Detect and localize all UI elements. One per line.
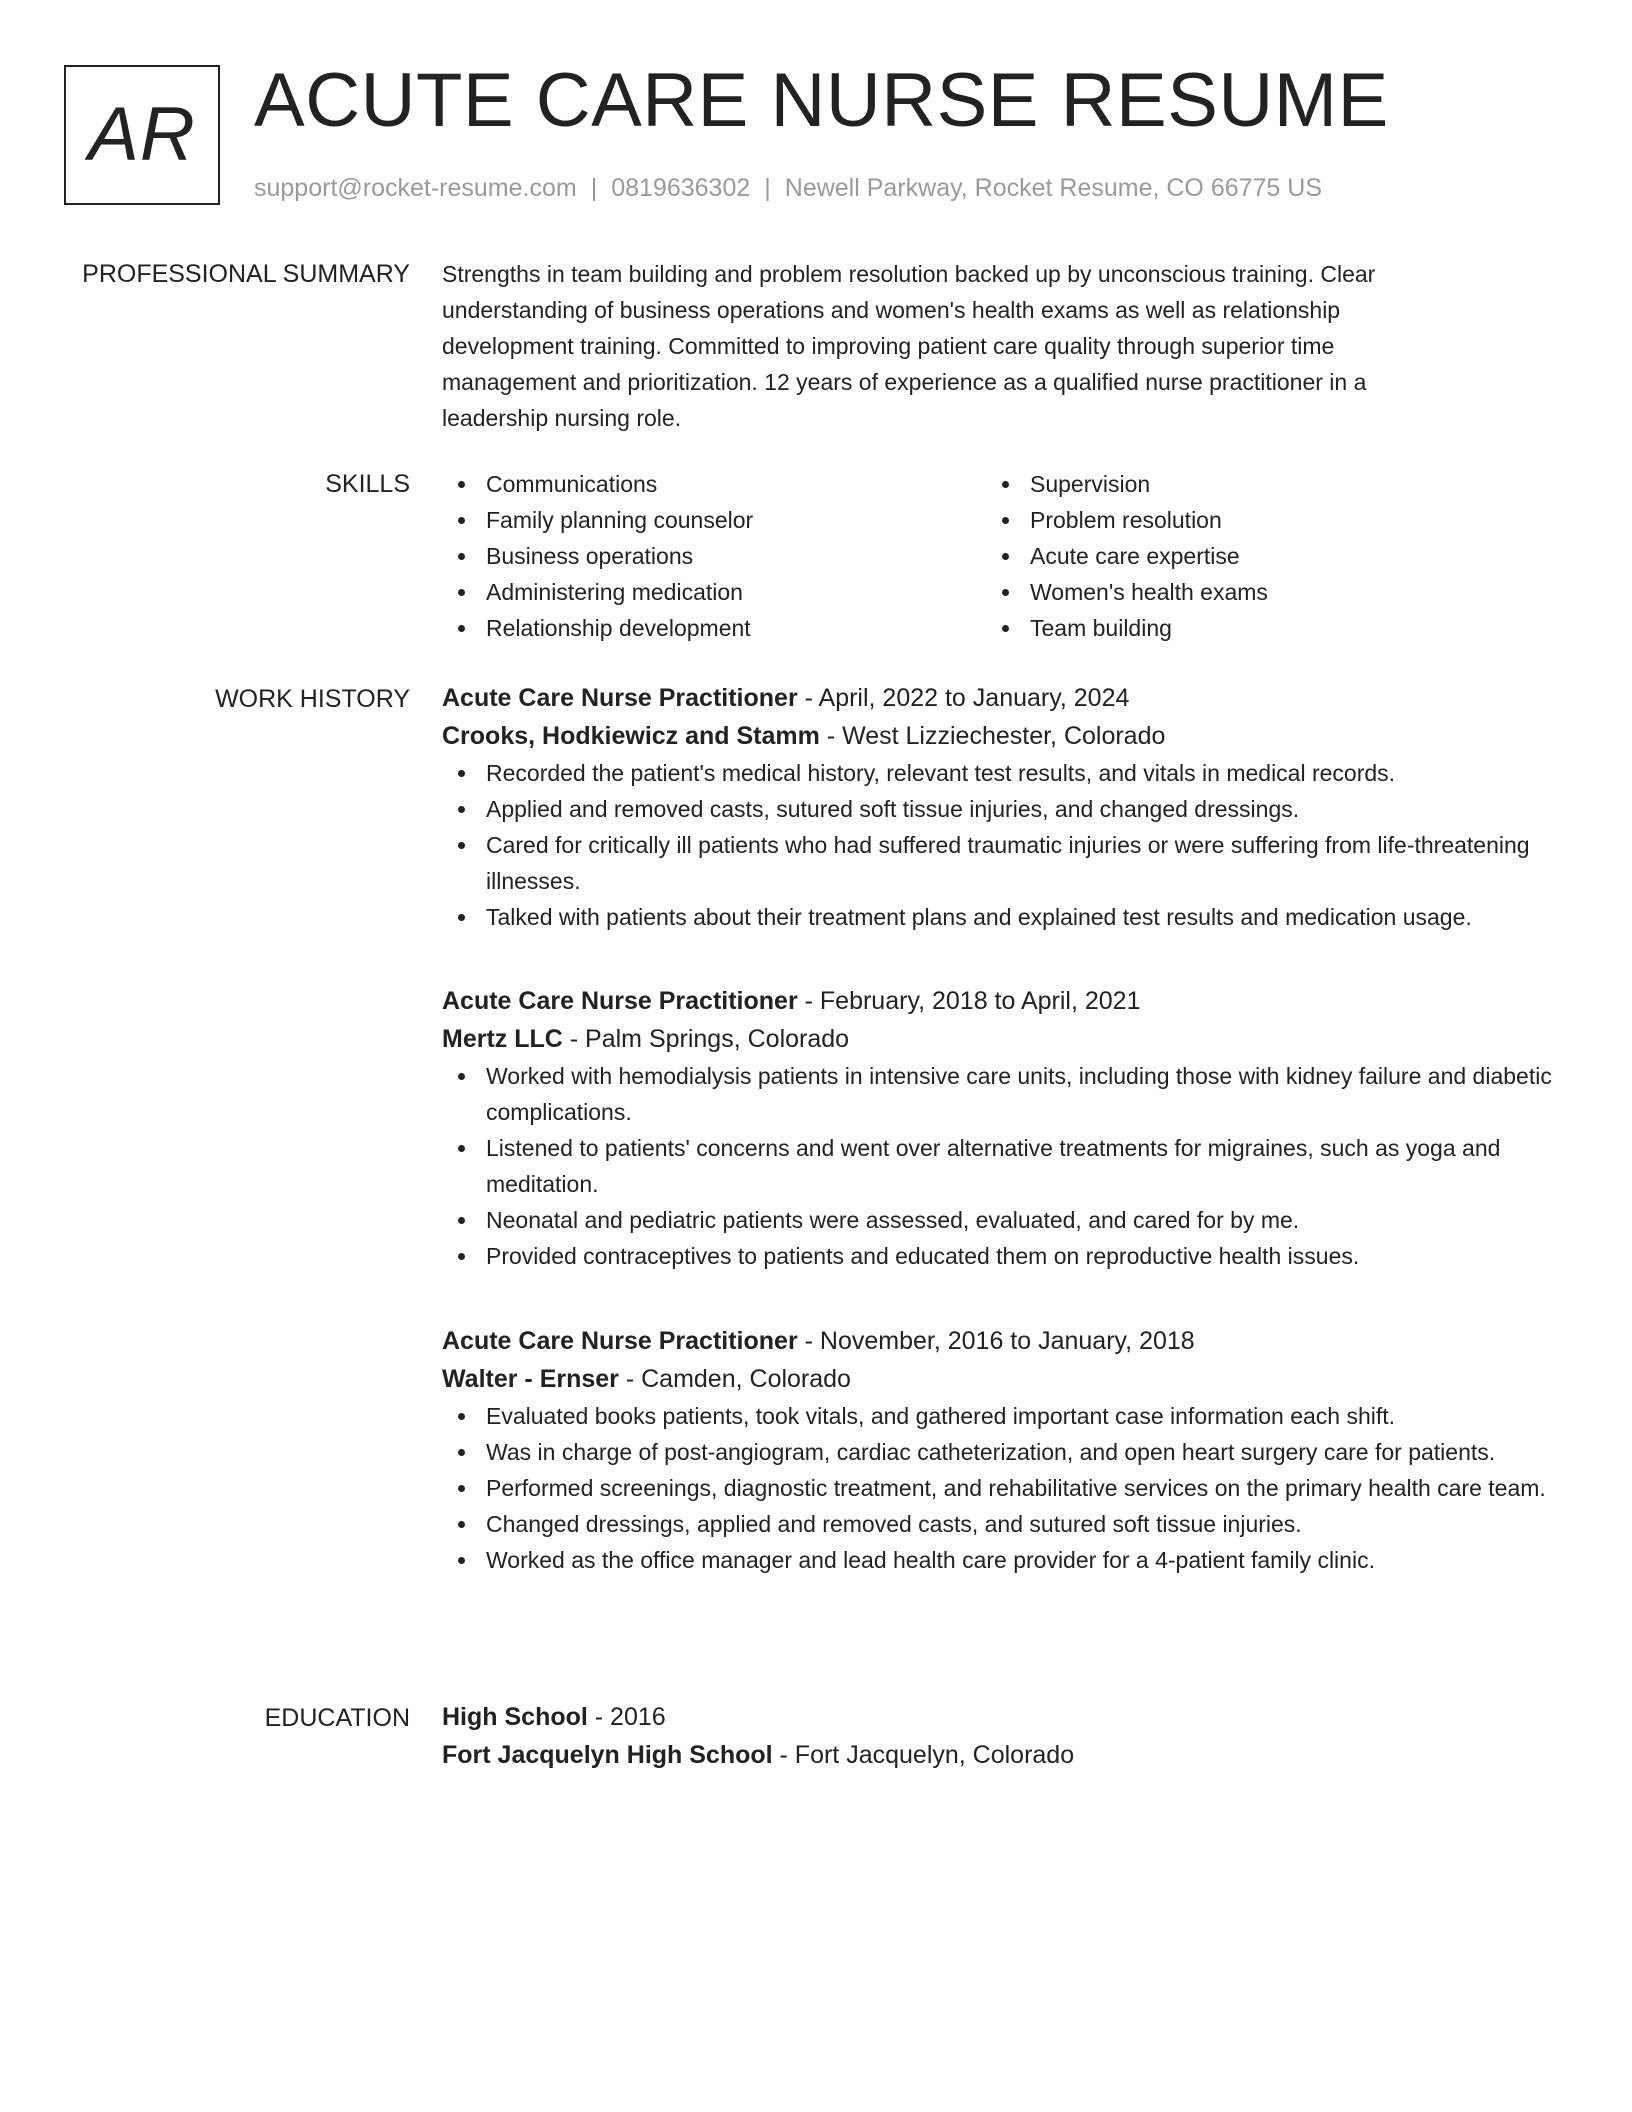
education-school: Fort Jacquelyn High School (442, 1741, 773, 1769)
skills-section (442, 466, 1562, 646)
job-company: Crooks, Hodkiewicz and Stamm (442, 722, 820, 750)
job-location: - Palm Springs, Colorado (562, 1025, 850, 1053)
skill-item: Problem resolution (986, 502, 1530, 538)
job-title: Acute Care Nurse Practitioner (442, 1327, 798, 1355)
skill-item: Administering medication (442, 574, 986, 610)
job-bullet: Recorded the patient's medical history, relevant test results, and vitals in medical records. (442, 755, 1562, 791)
job-bullet: Evaluated books patients, took vitals, and gathered important case information each shift. (442, 1398, 1562, 1434)
job-bullets (442, 755, 1562, 935)
job-bullet: Worked with hemodialysis patients in intensive care units, including those with kidney failure and diabetic complications. (442, 1058, 1562, 1130)
education-entry (442, 1698, 1562, 1774)
job-entry (442, 982, 1562, 1274)
skill-item: Business operations (442, 538, 986, 574)
job-bullet: Provided contraceptives to patients and educated them on reproductive health issues. (442, 1238, 1562, 1274)
contact-email: support@rocket-resume.com (254, 174, 577, 202)
job-entry (442, 679, 1562, 935)
job-company: Mertz LLC (442, 1025, 563, 1053)
job-title-line (442, 1322, 1562, 1360)
page-title: ACUTE CARE NURSE RESUME (254, 58, 1389, 143)
skill-item: Team building (986, 610, 1530, 646)
summary-section (442, 256, 1442, 436)
skill-item: Women's health exams (986, 574, 1530, 610)
section-label-work: WORK HISTORY (215, 685, 410, 713)
section-label-skills: SKILLS (325, 470, 410, 498)
skills-grid (442, 466, 1562, 646)
job-bullets (442, 1398, 1562, 1578)
contact-address: Newell Parkway, Rocket Resume, CO 66775 US (784, 174, 1323, 202)
monogram-initials: AR (88, 92, 196, 177)
job-bullet: Worked as the office manager and lead health care provider for a 4-patient family clinic. (442, 1542, 1562, 1578)
section-label-education: EDUCATION (264, 1704, 410, 1732)
skill-item: Supervision (986, 466, 1530, 502)
job-company-line (442, 1360, 1562, 1398)
section-label-summary: PROFESSIONAL SUMMARY (82, 260, 410, 288)
job-bullet: Was in charge of post-angiogram, cardiac catheterization, and open heart surgery care for patients. (442, 1434, 1562, 1470)
skill-item: Family planning counselor (442, 502, 986, 538)
job-dates: - April, 2022 to January, 2024 (797, 684, 1130, 712)
job-bullet: Talked with patients about their treatment plans and explained test results and medication usage. (442, 899, 1562, 935)
job-company: Walter - Ernser (442, 1365, 619, 1393)
job-bullet: Cared for critically ill patients who had suffered traumatic injuries or were suffering from life-threatening illnesses. (442, 827, 1562, 899)
education-year: - 2016 (587, 1703, 666, 1731)
education-location: - Fort Jacquelyn, Colorado (772, 1741, 1075, 1769)
job-bullet: Applied and removed casts, sutured soft tissue injuries, and changed dressings. (442, 791, 1562, 827)
skill-item: Communications (442, 466, 986, 502)
job-title-line (442, 679, 1562, 717)
job-bullet: Neonatal and pediatric patients were assessed, evaluated, and cared for by me. (442, 1202, 1562, 1238)
job-bullets (442, 1058, 1562, 1274)
job-location: - West Lizziechester, Colorado (819, 722, 1166, 750)
job-company-line (442, 1020, 1562, 1058)
job-location: - Camden, Colorado (618, 1365, 851, 1393)
job-title-line (442, 982, 1562, 1020)
education-degree: High School (442, 1703, 588, 1731)
education-school-line (442, 1736, 1562, 1774)
job-title: Acute Care Nurse Practitioner (442, 684, 798, 712)
skills-list-left (442, 466, 986, 646)
contact-line (254, 172, 1322, 204)
contact-phone: 0819636302 (611, 174, 751, 202)
job-dates: - November, 2016 to January, 2018 (797, 1327, 1195, 1355)
summary-text: Strengths in team building and problem resolution backed up by unconscious training. Clear understanding of business operations and women's health exams as well as relationship development training. Committed to improving patient care quality through superior time management and prioritization. 12 years of experience as a qualified nurse practitioner in a leadership nursing role. (442, 261, 1376, 431)
education-degree-line (442, 1698, 1562, 1736)
contact-separator: | (764, 174, 771, 202)
job-bullet: Changed dressings, applied and removed casts, and sutured soft tissue injuries. (442, 1506, 1562, 1542)
job-dates: - February, 2018 to April, 2021 (797, 987, 1141, 1015)
job-bullet: Performed screenings, diagnostic treatment, and rehabilitative services on the primary health care team. (442, 1470, 1562, 1506)
skill-item: Acute care expertise (986, 538, 1530, 574)
job-title: Acute Care Nurse Practitioner (442, 987, 798, 1015)
contact-separator: | (590, 174, 598, 202)
job-bullet: Listened to patients' concerns and went over alternative treatments for migraines, such as yoga and meditation. (442, 1130, 1562, 1202)
skills-list-right (986, 466, 1530, 646)
skill-item: Relationship development (442, 610, 986, 646)
job-entry (442, 1322, 1562, 1578)
job-company-line (442, 717, 1562, 755)
monogram-box (64, 65, 220, 205)
